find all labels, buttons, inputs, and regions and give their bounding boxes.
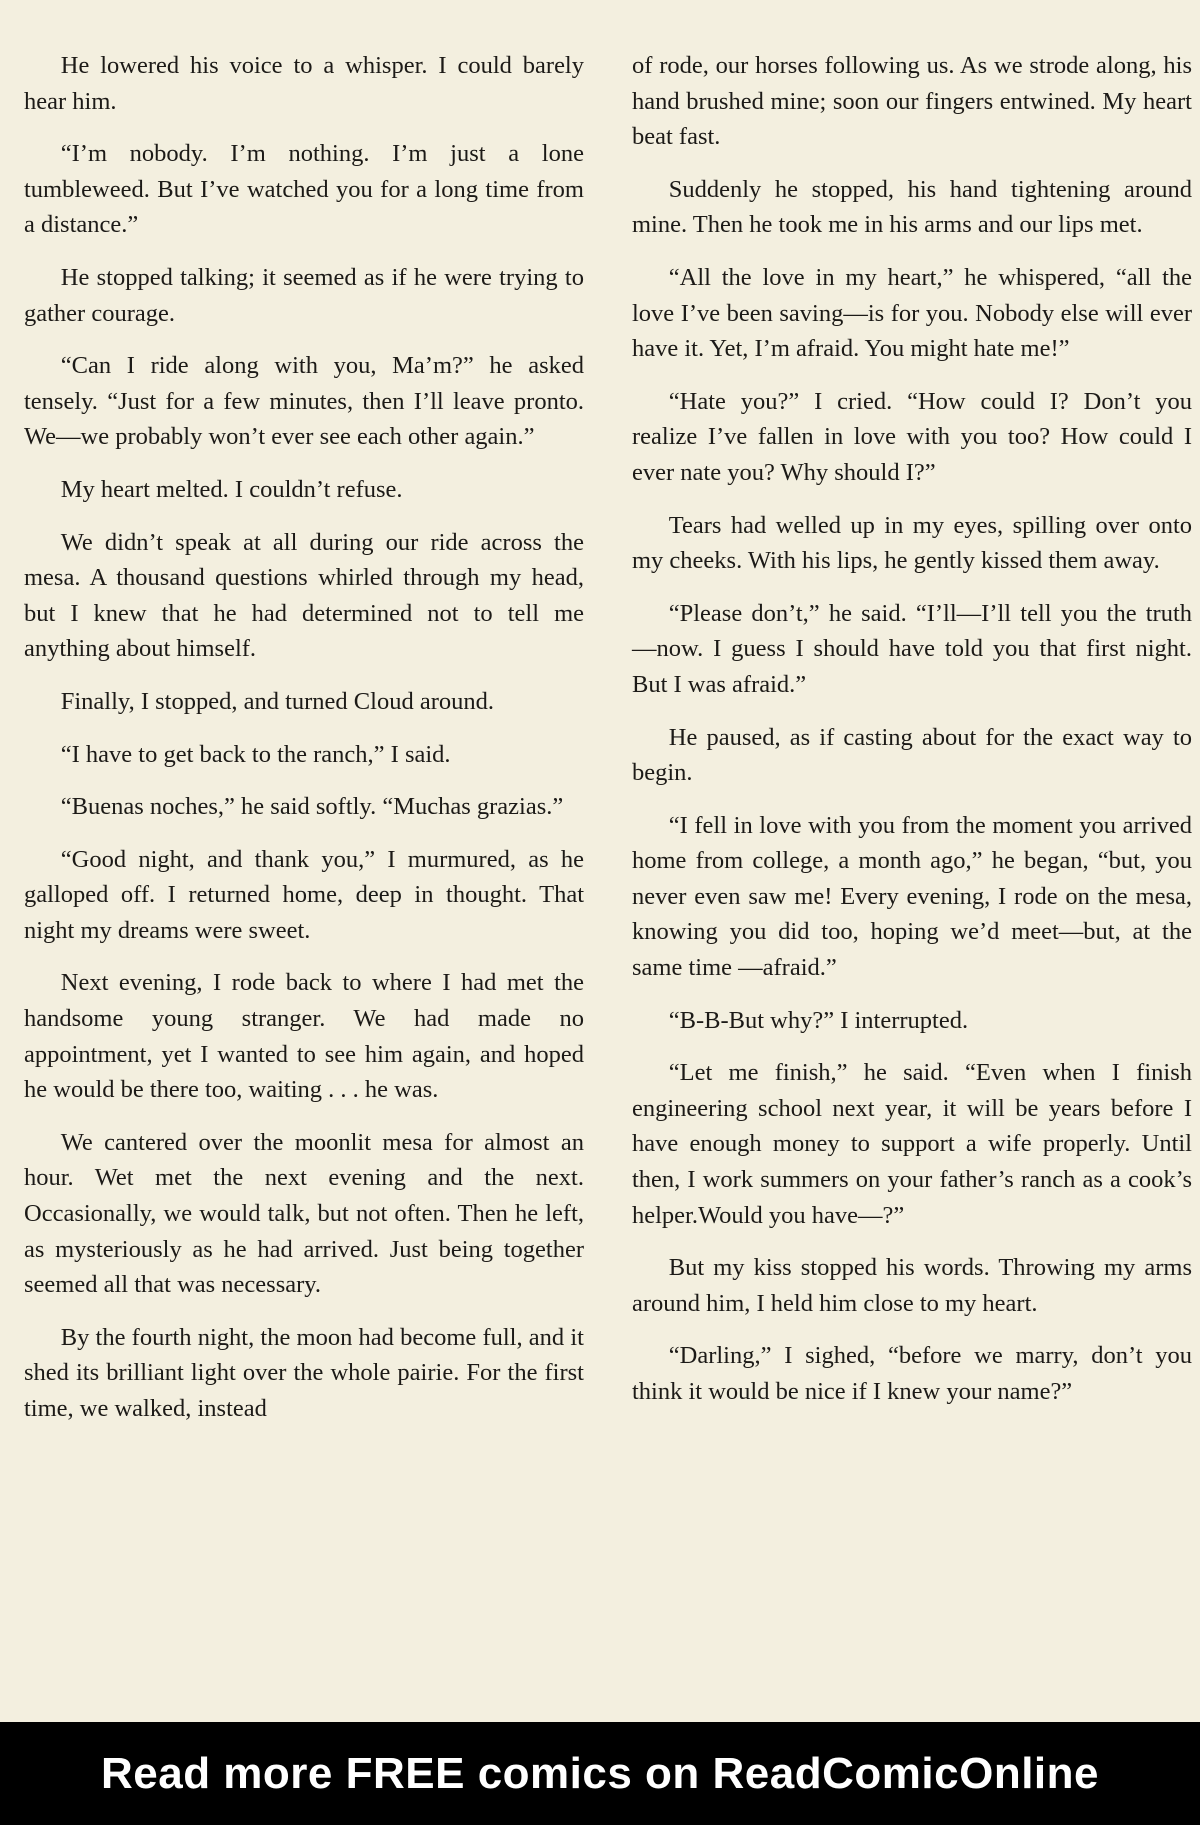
story-paragraph: “B-B-But why?” I interrupted. bbox=[668, 1006, 969, 1034]
story-paragraph: “I have to get back to the ranch,” I said. bbox=[60, 740, 451, 768]
story-paragraph: He paused, as if casting about for the exact way to begin. bbox=[632, 723, 1192, 787]
story-paragraph: But my kiss stopped his words. Throwing my arms around him, I held him close to my heart. bbox=[632, 1254, 1192, 1317]
story-paragraph: “I’m nobody. I’m nothing. I’m just a lone tumbleweed. But I’ve watched you for a long time from a distance.” bbox=[24, 140, 584, 239]
story-paragraph: “Darling,” I sighed, “before we marry, don’t you think it would be nice if I knew your name?” bbox=[632, 1342, 1192, 1405]
story-paragraph: “Let me finish,” he said. “Even when I finish engineering school next year, it will be years before I have enough money to support a wife properly. Until then, I work summers on your father’s ranch as a cook’s helper.Would you have—?” bbox=[632, 1059, 1192, 1229]
story-paragraph: Suddenly he stopped, his hand tightening around mine. Then he took me in his arms and our lips met. bbox=[632, 175, 1192, 239]
footer-banner[interactable] bbox=[0, 1722, 1200, 1825]
story-paragraph: Next evening, I rode back to where I had met the handsome young stranger. We had made no appointment, yet I wanted to see him again, and hoped he would be there too, waiting . . . he was. bbox=[24, 969, 584, 1104]
story-paragraph: We cantered over the moonlit mesa for almost an hour. Wet met the next evening and the next. Occasionally, we would talk, but not often. Then he left, as mysteriously as he had arrived. Just being together seemed all that was necessary. bbox=[24, 1128, 584, 1299]
story-paragraph: “Hate you?” I cried. “How could I? Don’t you realize I’ve fallen in love with you too? How could I ever nate you? Why should I?” bbox=[632, 387, 1192, 486]
story-paragraph: We didn’t speak at all during our ride across the mesa. A thousand questions whirled through my head, but I knew that he had determined not to tell me anything about himself. bbox=[24, 528, 584, 663]
right-text-column bbox=[632, 48, 1192, 1427]
story-paragraph: Tears had welled up in my eyes, spilling over onto my cheeks. With his lips, he gently kissed them away. bbox=[632, 511, 1192, 575]
story-paragraph: “I fell in love with you from the moment you arrived home from college, a month ago,” he began, “but, you never even saw me! Every evening, I rode on the mesa, knowing you did too, hoping we’d meet—but, at the same time —afraid.” bbox=[632, 811, 1192, 982]
story-paragraph: “Can I ride along with you, Ma’m?” he asked tensely. “Just for a few minutes, then I’ll leave pronto. We—we probably won’t ever see each other again.” bbox=[24, 352, 584, 451]
story-paragraph: “Buenas noches,” he said softly. “Muchas grazias.” bbox=[60, 793, 564, 821]
story-paragraph: He lowered his voice to a whisper. I could barely hear him. bbox=[24, 52, 584, 115]
story-paragraph: “Please don’t,” he said. “I’ll—I’ll tell you the truth—now. I guess I should have told you that first night. But I was afraid.” bbox=[632, 599, 1192, 698]
story-paragraph: By the fourth night, the moon had become full, and it shed its brilliant light over the whole pairie. For the first time, we walked, instead bbox=[24, 1323, 584, 1422]
story-paragraph: “All the love in my heart,” he whispered, “all the love I’ve been saving—is for you. Nobody else will ever have it. Yet, I’m afraid. You might hate me!” bbox=[632, 263, 1192, 363]
story-paragraph-continued: of rode, our horses following us. As we strode along, his hand brushed mine; soon our fingers entwined. My heart beat fast. bbox=[632, 52, 1192, 151]
story-paragraph: He stopped talking; it seemed as if he were trying to gather courage. bbox=[24, 263, 584, 327]
left-text-column bbox=[24, 48, 584, 1444]
story-paragraph: My heart melted. I couldn’t refuse. bbox=[60, 475, 403, 503]
footer-banner-text[interactable]: Read more FREE comics on ReadComicOnline bbox=[100, 1748, 1099, 1798]
story-paragraph: Finally, I stopped, and turned Cloud around. bbox=[60, 687, 494, 715]
story-paragraph: “Good night, and thank you,” I murmured, as he galloped off. I returned home, deep in thought. That night my dreams were sweet. bbox=[24, 845, 584, 944]
